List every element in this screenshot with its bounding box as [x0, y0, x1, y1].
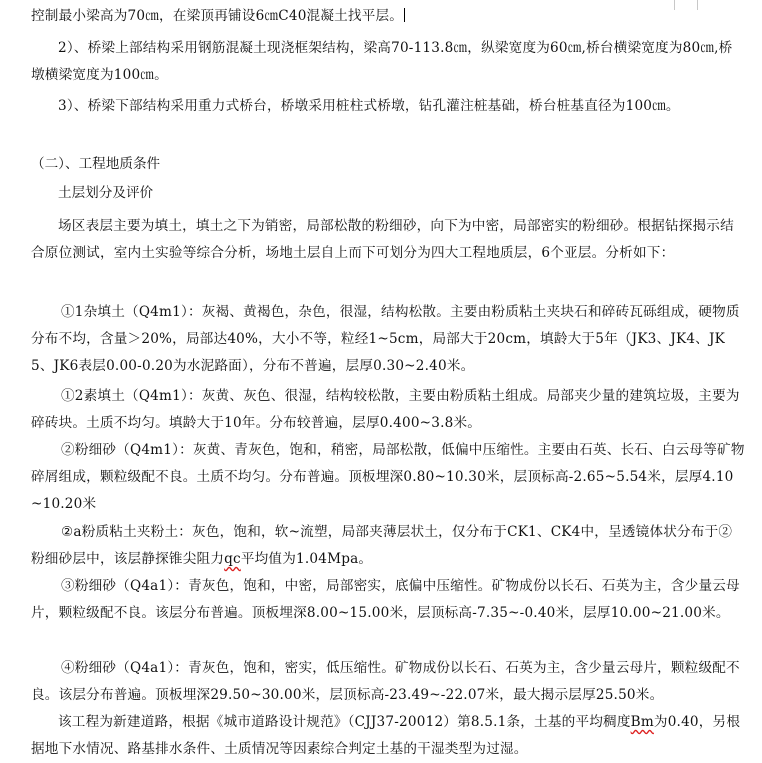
paragraph-layer-1-1[interactable]: ①1杂填土（Q4m1）：灰褐、黄褐色，杂色，很湿，结构松散。主要由粉质粘土夹块石和碎砖瓦砾组成，硬物质分布不均，含量＞20%，局部达40%，大小不等，粒经1~5cm，局部大于20cm，填龄大于5年（JK3、JK4、JK5、JK6表层0.00-0.20为水泥路面），分布不普遍，层厚0.30~2.40米。 [31, 304, 740, 375]
spellcheck-word: qc [224, 551, 241, 568]
paragraph-superstructure[interactable]: 2）、桥梁上部结构采用钢筋混凝土现浇框架结构，梁高70-113.8㎝，纵梁宽度为60㎝,桥台横梁宽度为80㎝,桥墩横梁宽度为100㎝。 [31, 40, 733, 84]
paragraph-layer-4[interactable]: ④粉细砂（Q4a1）：青灰色，饱和，密实，低压缩性。矿物成份以长石、石英为主，含少量云母片，颗粒级配不良。该层分布普遍。顶板埋深29.50~30.00米，层顶标高-23.49~-22.07米，最大揭示层厚25.50米。 [31, 660, 740, 704]
paragraph-closing[interactable] [31, 709, 745, 763]
text-cursor [404, 8, 405, 22]
paragraph-layer-1-2[interactable]: ①2素填土（Q4m1）：灰黄、灰色、很湿，结构较松散，主要由粉质粘土组成。局部夹少量的建筑垃圾，主要为碎砖块。土质不均匀。填龄大于10年。分布较普遍，层厚0.400~3.8米。 [31, 388, 740, 432]
paragraph-text: 控制最小梁高为70㎝，在梁顶再铺设6㎝C40混凝土找平层。 [31, 8, 404, 24]
paragraph-substructure[interactable]: 3）、桥梁下部结构采用重力式桥台，桥墩采用桩柱式桥墩，钻孔灌注桩基础，桥台桩基直径为100㎝。 [58, 98, 680, 114]
paragraph-intro[interactable]: 场区表层主要为填土，填土之下为销密，局部松散的粉细砂，向下为中密，局部密实的粉细砂。根据钻探揭示结合原位测试，室内土实验等综合分析，场地土层自上而下可划分为四大工程地质层，6个亚层。分析如下： [31, 218, 734, 262]
paragraph-text: 平均值为1.04Mpa。 [240, 551, 373, 568]
paragraph-layer-2a[interactable] [31, 519, 745, 573]
paragraph-line1[interactable] [31, 3, 745, 30]
spellcheck-word: Bm [630, 714, 654, 730]
paragraph-text: 为0.40，另根据地下水情况、路基排水条件、土质情况等因素综合判定土基的干湿类型为过湿。 [31, 714, 741, 758]
paragraph-layer-3[interactable]: ③粉细砂（Q4a1）：青灰色，饱和，中密，局部密实，底偏中压缩性。矿物成份以长石、石英为主，含少量云母片，颗粒级配不良。该层分布普遍。顶板埋深8.00~15.00米，层顶标高-7.35~-0.40米，层厚10.00~21.00米。 [31, 578, 740, 622]
sub-heading[interactable]: 土层划分及评价 [58, 185, 154, 201]
paragraph-text: 该工程为新建道路，根据《城市道路设计规范》（CJJ37-20012）第8.5.1条，土基的平均稠度 [58, 714, 631, 730]
paragraph-text: ②a粉质粘土夹粉土：灰色，饱和，软~流塑，局部夹薄层状土，仅分布于CK1、CK4中，呈透镜体状分布于②粉细砂层中，该层静探锥尖阻力 [31, 524, 733, 568]
paragraph-layer-2[interactable]: ②粉细砂（Q4m1）：灰黄、青灰色，饱和，稍密，局部松散，低偏中压缩性。主要由石英、长石、白云母等矿物碎屑组成，颗粒级配不良。土质不均匀。分布普遍。顶板埋深0.80~10.30米，层顶标高-2.65~5.54米，层厚4.10~10.20米 [31, 442, 745, 513]
section-heading[interactable]: （二）、工程地质条件 [31, 156, 161, 172]
